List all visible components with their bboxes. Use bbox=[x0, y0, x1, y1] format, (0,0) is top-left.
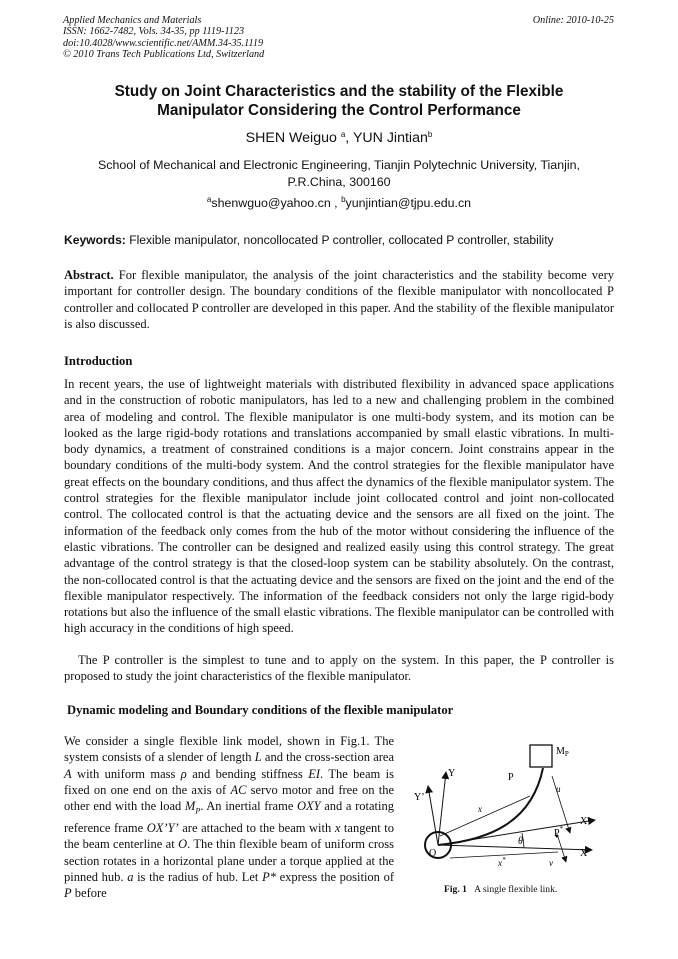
affiliation bbox=[70, 157, 608, 191]
abstract-label: Abstract. bbox=[64, 268, 114, 282]
author-1: SHEN Weiguo bbox=[245, 130, 337, 146]
label-y: Y bbox=[448, 768, 456, 779]
keywords bbox=[64, 233, 624, 247]
author-2-mark: b bbox=[427, 130, 433, 139]
keywords-label: Keywords: bbox=[64, 233, 126, 247]
svg-text:x* bbox=[497, 856, 506, 868]
journal-header bbox=[63, 15, 264, 61]
figure-caption-text: A single flexible link. bbox=[474, 884, 558, 895]
model-text: is the radius of hub. Let bbox=[133, 869, 263, 884]
load-mass-box bbox=[530, 745, 552, 767]
label-mp: M bbox=[556, 746, 565, 757]
affiliation-line-1: School of Mechanical and Electronic Engineering, Tianjin Polytechnic University, Tianjin, bbox=[98, 158, 580, 172]
author-1-mark: a bbox=[340, 130, 346, 139]
copyright-line: © 2010 Trans Tech Publications Ltd, Switzerland bbox=[63, 49, 265, 61]
symbol-M-subscript: P bbox=[195, 806, 201, 816]
symbol-OXY: OXY bbox=[297, 799, 321, 814]
symbol-a: a bbox=[127, 869, 134, 884]
keywords-text: Flexible manipulator, noncollocated P controller, collocated P controller, stability bbox=[125, 233, 554, 247]
symbol-L: L bbox=[254, 750, 262, 765]
section-heading-dynamic-modeling: Dynamic modeling and Boundary conditions of the flexible manipulator bbox=[67, 703, 454, 717]
figure-flexible-link bbox=[414, 740, 620, 890]
figure-caption-label: Fig. 1 bbox=[444, 884, 467, 895]
symbol-EI: EI bbox=[308, 766, 321, 781]
label-xprime: X’ bbox=[580, 816, 591, 827]
author-2: YUN Jintian bbox=[352, 130, 428, 146]
label-xstar-sup: * bbox=[502, 856, 506, 864]
model-text: . An inertial frame bbox=[200, 799, 297, 814]
label-yprime: Y’ bbox=[414, 792, 425, 803]
symbol-OXpYp: OX’Y’ bbox=[146, 820, 179, 835]
model-text: tangent to the beam centerline at bbox=[64, 820, 395, 852]
symbol-M: M bbox=[184, 799, 196, 814]
model-text: servo motor and free on the other end with the load bbox=[64, 782, 394, 814]
label-pstar-sup: * bbox=[559, 825, 564, 833]
label-x: x bbox=[478, 804, 482, 814]
model-text: . The thin flexible beam of uniform cross section rotates in a horizontal plane under a torque applied at the pinned hub. bbox=[64, 837, 394, 884]
emails bbox=[40, 196, 638, 210]
abstract bbox=[64, 267, 614, 332]
abstract-text: For flexible manipulator, the analysis of the joint characteristics and the stability become very important for controller design. The boundary conditions of the flexible manipulator with noncollocated P controller and collocated P controller are developed in this paper. And the stability of the flexible manipulator is also discussed. bbox=[64, 268, 614, 331]
model-text: are attached to the beam with bbox=[178, 820, 335, 835]
symbol-AC: AC bbox=[230, 782, 247, 797]
symbol-rho: ρ bbox=[180, 766, 187, 781]
issn-line: ISSN: 1662-7482, Vols. 34-35, pp 1119-1123 bbox=[63, 26, 245, 38]
model-text: express the position of bbox=[275, 869, 394, 884]
label-mp-sub: P bbox=[564, 750, 569, 758]
email-a-mark: a bbox=[206, 195, 212, 204]
label-o: O bbox=[429, 848, 437, 859]
label-u: u bbox=[556, 784, 561, 794]
symbol-P: P bbox=[64, 886, 72, 901]
affiliation-line-2: P.R.China, 300160 bbox=[287, 175, 391, 189]
paper-title bbox=[40, 82, 638, 120]
email-b[interactable]: yunjintian@tjpu.edu.cn bbox=[345, 196, 472, 210]
model-paragraph bbox=[64, 733, 394, 901]
title-line-1: Study on Joint Characteristics and the stability of the Flexible bbox=[114, 83, 564, 100]
label-x-axis: X bbox=[580, 848, 588, 859]
svg-text:P* bbox=[554, 825, 564, 839]
symbol-x: x bbox=[334, 820, 341, 835]
label-theta: θ bbox=[518, 836, 523, 847]
intro-paragraph-1: In recent years, the use of lightweight materials with distributed flexibility in advanced space applications and in the construction of robotic manipulators, has led to a new and challenging problem in the combined area of modeling and control. The flexible manipulator is one multi-body system, and its motion can be looked as the large rigid-body rotations and translations accompanied by small elastic vibrations. In multi-body dynamics, a treatment of constrained conditions is a major concern. Joint constrains appear in the boundary conditions of the multi-body system. And the control strategies for the flexible manipulator have great effects on the boundary conditions, and thus affect the dynamics of the flexible manipulator system. The control strategies for the flexible manipulator include joint collocated control and joint non-collocated control. The collocated control is that the actuating device and the sensors are all fixed on the joint. The information of the feedback only comes from the hub of the motor without considering the influence of the elastic vibrations. The controller can be designed and realized easily using this control strategy. The great advantage of the control strategy is that the closed-loop system can be stability absolutely. On the contrast, the non-collocated control is that the actuating device and the sensors are fixed on the joint and the end of the flexible manipulator respectively. The information of the feedback considers not only the large rigid-body rotations but also the influence of the small elastic vibrations. The flexible manipulator can be controlled with high accuracy in the conditions of high speed. bbox=[64, 377, 614, 636]
label-xstar: x bbox=[498, 858, 502, 868]
journal-name: Applied Mechanics and Materials bbox=[63, 15, 202, 26]
symbol-A: A bbox=[64, 766, 72, 781]
model-text: . The beam is fixed on one end on the axis of bbox=[64, 766, 394, 797]
email-separator: , bbox=[330, 196, 342, 210]
symbol-O: O bbox=[178, 837, 188, 852]
label-pstar: P bbox=[554, 828, 560, 839]
section-heading-introduction: Introduction bbox=[64, 354, 133, 368]
intro-paragraph-2: The P controller is the simplest to tune and to apply on the system. In this paper, the P controller is proposed to study the joint characteristics of the flexible manipulator. bbox=[64, 653, 614, 684]
model-text: with uniform mass bbox=[71, 766, 181, 781]
authors bbox=[40, 130, 638, 146]
author-separator: , bbox=[345, 130, 353, 146]
model-text: and bending stiffness bbox=[186, 766, 309, 781]
model-text: and the cross-section area bbox=[261, 750, 394, 765]
figure-caption bbox=[444, 884, 557, 895]
title-line-2: Manipulator Considering the Control Performance bbox=[157, 102, 521, 119]
label-p: P bbox=[508, 772, 514, 783]
model-text: and a rotating reference frame bbox=[64, 799, 394, 835]
model-text: We consider a single flexible link model, shown in Fig.1. The system consists of a slender of length bbox=[64, 734, 394, 765]
symbol-Pstar: P* bbox=[262, 869, 276, 884]
model-text: before bbox=[71, 886, 107, 901]
flexible-beam bbox=[438, 768, 543, 845]
online-date: Online: 2010-10-25 bbox=[532, 15, 614, 26]
doi-line: doi:10.4028/www.scientific.net/AMM.34-35.1119 bbox=[63, 37, 264, 49]
label-v: v bbox=[549, 858, 553, 868]
email-b-mark: b bbox=[341, 195, 346, 204]
axis-x-line bbox=[438, 845, 592, 850]
email-a[interactable]: shenwguo@yahoo.cn bbox=[211, 196, 331, 210]
svg-text:MP bbox=[556, 746, 569, 758]
